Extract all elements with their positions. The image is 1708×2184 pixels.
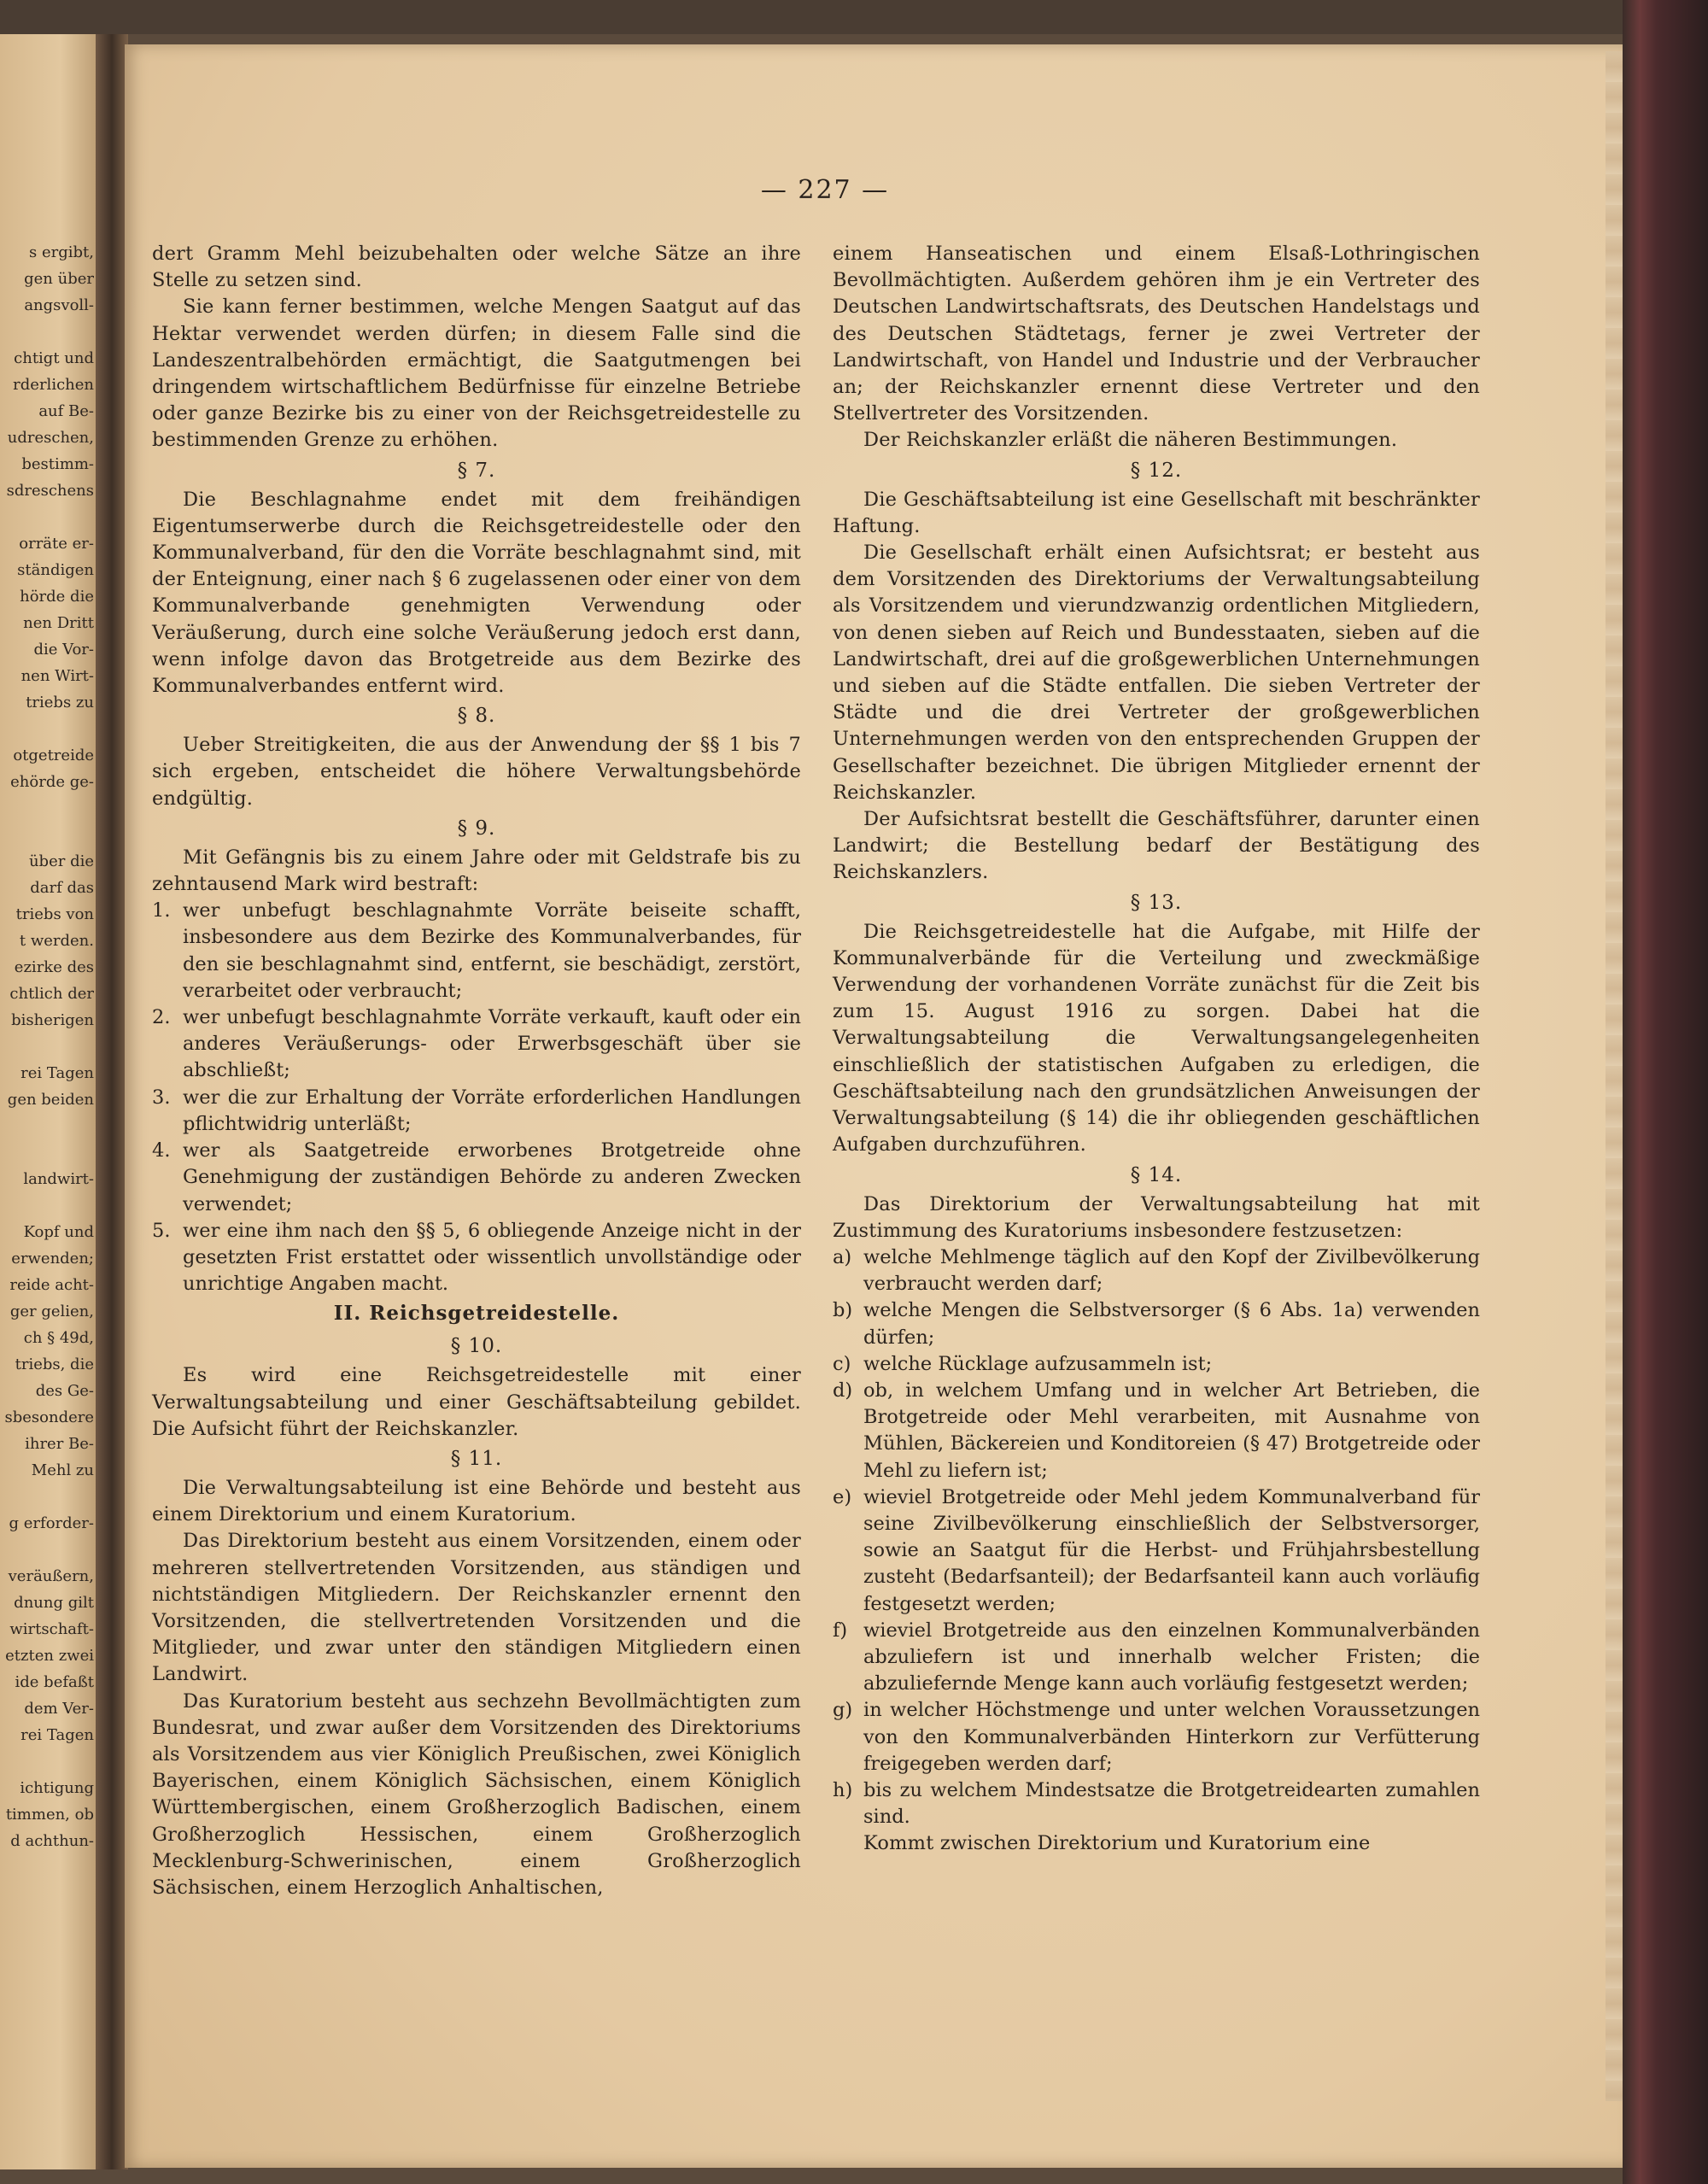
left-page-fragment: gen beiden [7, 1091, 94, 1109]
left-page-fragment: ständigen [17, 561, 94, 579]
list-item-text: wieviel Brotgetreide aus den einzelnen Kommunalverbänden abzuliefern ist und innerhalb welcher Fristen; die abzuliefernde Menge kann auch vorläufig festgesetzt werden; [863, 1619, 1480, 1695]
list-item-text: wieviel Brotgetreide oder Mehl jedem Kommunalverband für seine Zivilbevölkerung einschließlich der Selbstversorger, sowie an Saatgut für die Herbst- und Frühjahrsbestellung zusteht (Bedarfsanteil); der Bedarfsanteil kann auch vorläufig festgesetzt werden; [863, 1485, 1480, 1615]
paragraph: Die Gesellschaft erhält einen Aufsichtsrat; er besteht aus dem Vorsitzenden des Direktoriums der Verwaltungsabteilung als Vorsitzendem und vierundzwanzig ordentlichen Mitgliedern, von denen sieben auf Reich und Bundesstaaten, sieben auf die Landwirtschaft, drei auf die großgewerblichen Unternehmungen und sieben auf die Städte entfallen. Die sieben Vertreter der Städte und die drei Vertreter der großgewerblichen Unternehmungen werden von den entsprechenden Gruppen der Gesellschafter bezeichnet. Die übrigen Mitglieder ernennt der Reichskanzler. [833, 542, 1480, 804]
list-marker: b) [833, 1299, 853, 1322]
left-page-fragment: Mehl zu [31, 1461, 94, 1479]
list-item [833, 1484, 1480, 1618]
paragraph: dert Gramm Mehl beizubehalten oder welche Sätze an ihre Stelle zu setzen sind. [152, 243, 801, 292]
left-page-fragment: auf Be- [38, 402, 94, 420]
left-page-fragment [3, 1484, 94, 1510]
left-page-fragment: Kopf und [23, 1223, 94, 1241]
list-item [152, 1218, 801, 1298]
list-marker: 2. [152, 1006, 171, 1029]
left-page-fragment: dem Ver- [24, 1700, 94, 1718]
left-page-fragment: ehörde ge- [10, 773, 94, 791]
section-heading: § 9. [457, 817, 496, 840]
list-marker: c) [833, 1352, 851, 1375]
left-page-fragment [3, 716, 94, 742]
paragraph: Kommt zwischen Direktorium und Kuratorium eine [863, 1832, 1371, 1855]
paragraph: Der Aufsichtsrat bestellt die Geschäftsführer, darunter einen Landwirt; die Bestellung bedarf der Bestätigung des Reichskanzlers. [833, 808, 1480, 884]
list-item-text: wer unbefugt beschlagnahmte Vorräte verkauft, kauft oder ein anderes Veräußerungs- oder Erwerbsgeschäft über sie abschließt; [183, 1006, 801, 1082]
paragraph: einem Hanseatischen und einem Elsaß-Lothringischen Bevollmächtigten. Außerdem gehören ihm je ein Vertreter des Deutschen Landwirtschaftsrats, des Deutschen Handelstags und des Deutschen Städtetags, ferner je zwei Vertreter der Landwirtschaft, von Handel und Industrie und der Verbraucher an; der Reichskanzler ernennt diese Vertreter und den Stellvertreter des Vorsitzenden. [833, 243, 1480, 425]
list-item [833, 1297, 1480, 1350]
list-item [833, 1244, 1480, 1297]
list-marker: d) [833, 1379, 853, 1402]
paragraph: Sie kann ferner bestimmen, welche Mengen Saatgut auf das Hektar verwendet werden dürfen; in diesem Falle sind die Landeszentralbehörden ermächtigt, die Saatgutmengen bei dringendem wirtschaftlichem Bedürfnisse für einzelne Betriebe oder ganze Bezirke bis zu einer von der Reichsgetreidestelle zu bestimmenden Grenze zu erhöhen. [152, 296, 801, 452]
left-page-fragment: triebs zu [26, 694, 94, 711]
left-page-fragment: chtigt und [14, 349, 94, 367]
left-page-fragment: bisherigen [11, 1011, 94, 1029]
list-item-text: welche Rücklage aufzusammeln ist; [863, 1352, 1213, 1375]
left-page-fragment: triebs, die [15, 1355, 94, 1373]
left-page-fragment: chtlich der [9, 985, 94, 1003]
section-heading: § 13. [1130, 891, 1183, 914]
list-marker: g) [833, 1699, 853, 1722]
list-item-text: welche Mengen die Selbstversorger (§ 6 Abs. 1a) verwenden dürfen; [863, 1299, 1480, 1349]
list-marker: 5. [152, 1219, 171, 1242]
list-item [833, 1697, 1480, 1777]
paragraph: Die Verwaltungsabteilung ist eine Behörde und besteht aus einem Direktorium und einem Kuratorium. [152, 1476, 801, 1526]
paragraph: Mit Gefängnis bis zu einem Jahre oder mit Geldstrafe bis zu zehntausend Mark wird bestraft: [152, 846, 801, 896]
section-heading: § 11. [450, 1447, 503, 1470]
book-gutter [96, 34, 128, 2169]
list-item [833, 1378, 1480, 1484]
left-page-fragment: triebs von [15, 905, 94, 923]
left-page-text-fragments [3, 239, 94, 1854]
left-page-fragment: ichtigung [20, 1779, 94, 1797]
left-page-fragment: ch § 49d, [23, 1329, 94, 1347]
list-marker: 3. [152, 1086, 171, 1109]
page-number: — 227 — [760, 175, 890, 205]
left-page-fragment: sdreschens [6, 482, 94, 500]
paragraph: Der Reichskanzler erläßt die näheren Bestimmungen. [863, 429, 1398, 452]
left-page-edge [0, 34, 101, 2169]
left-page-fragment [3, 822, 94, 848]
section-heading: § 8. [457, 705, 496, 728]
right-text-column [833, 241, 1480, 1858]
section-heading: § 14. [1130, 1163, 1183, 1186]
left-page-fragment [3, 1748, 94, 1775]
list-marker: f) [833, 1619, 848, 1642]
left-page-fragment [3, 319, 94, 345]
table-edge [0, 0, 1708, 34]
left-page-fragment: des Ge- [35, 1382, 94, 1400]
left-page-fragment: g erforder- [9, 1514, 94, 1532]
list-item [833, 1777, 1480, 1830]
list-marker: 4. [152, 1139, 171, 1162]
list-item [833, 1351, 1480, 1378]
left-page-fragment: timmen, ob [5, 1806, 94, 1824]
left-page-fragment [3, 1113, 94, 1139]
section-heading: § 10. [450, 1335, 503, 1358]
section-heading: § 12. [1130, 459, 1183, 482]
left-page-fragment: die Vor- [33, 641, 94, 659]
left-page-fragment: veräußern, [8, 1567, 94, 1585]
left-page-fragment [3, 1139, 94, 1166]
paragraph: Das Direktorium der Verwaltungsabteilung hat mit Zustimmung des Kuratoriums insbesondere festzusetzen: [833, 1192, 1480, 1242]
book-cover-edge [1623, 0, 1708, 2184]
left-page-fragment: ihrer Be- [25, 1435, 94, 1453]
list-item-text: wer als Saatgetreide erworbenes Brotgetreide ohne Genehmigung der zuständigen Behörde zu anderen Zwecken verwendet; [183, 1139, 801, 1215]
paragraph: Die Reichsgetreidestelle hat die Aufgabe, mit Hilfe der Kommunalverbände für die Verteilung und zweckmäßige Verwendung der vorhandenen Vorräte zunächst für die Zeit bis zum 15. August 1916 zu sorgen. Dabei hat die Verwaltungsabteilung die Verwaltungsangelegenheiten einschließlich der statistischen Aufgaben zu erledigen, die Geschäftsabteilung nach den grundsätzlichen Anweisungen der Verwaltungsabteilung (§ 14) die ihr obliegenden geschäftlichen Aufgaben durchzuführen. [833, 920, 1480, 1156]
left-page-fragment: ide befaßt [15, 1673, 94, 1691]
left-page-fragment: ezirke des [14, 958, 94, 976]
list-item-text: wer die zur Erhaltung der Vorräte erforderlichen Handlungen pflichtwidrig unterläßt; [183, 1086, 801, 1135]
list-item-text: ob, in welchem Umfang und in welcher Art Betrieben, die Brotgetreide oder Mehl verarbeiten, mit Ausnahme von Mühlen, Bäckereien und Konditoreien (§ 47) Brotgetreide oder Mehl zu liefern ist; [863, 1379, 1480, 1482]
list-marker: 1. [152, 899, 171, 922]
left-page-fragment: etzten zwei [5, 1647, 94, 1665]
left-page-fragment: nen Dritt [23, 614, 94, 632]
left-page-fragment: otgetreide [13, 747, 94, 764]
left-page-fragment: t werden. [19, 932, 94, 950]
left-page-fragment: nen Wirt- [20, 667, 94, 685]
list-item-text: in welcher Höchstmenge und unter welchen Voraussetzungen von den Kommunalverbänden Hinterkorn zur Verfütterung freigegeben werden darf; [863, 1699, 1480, 1775]
left-text-column [152, 241, 801, 1901]
section-heading: § 7. [457, 459, 496, 482]
left-page-fragment: hörde die [20, 588, 94, 606]
left-page-fragment [3, 504, 94, 530]
left-page-fragment: rei Tagen [20, 1726, 94, 1744]
left-page-fragment: d achthun- [10, 1832, 94, 1850]
left-page-fragment: reide acht- [9, 1276, 94, 1294]
list-item [152, 898, 801, 1004]
list-item-text: welche Mehlmenge täglich auf den Kopf der Zivilbevölkerung verbraucht werden darf; [863, 1245, 1480, 1296]
paragraph: Es wird eine Reichsgetreidestelle mit einer Verwaltungsabteilung und einer Geschäftsabteilung gebildet. Die Aufsicht führt der Reichskanzler. [152, 1364, 801, 1440]
list-marker: e) [833, 1485, 852, 1508]
left-page-fragment [3, 1033, 94, 1060]
left-page-fragment [3, 1192, 94, 1219]
left-page-fragment: s ergibt, [29, 243, 94, 261]
paragraph: Die Beschlagnahme endet mit dem freihändigen Eigentumserwerbe durch die Reichsgetreidestelle oder den Kommunalverband, für den die Vorräte beschlagnahmt sind, mit der Enteignung, einer nach § 6 zugelassenen oder einer von dem Kommunalverbande genehmigten Verwendung oder Veräußerung, durch eine solche Veräußerung jedoch erst dann, wenn infolge davon das Brotgetreide aus dem Bezirke des Kommunalverbandes entfernt wird. [152, 488, 801, 698]
paragraph: Die Geschäftsabteilung ist eine Gesellschaft mit beschränkter Haftung. [833, 488, 1480, 537]
left-page-fragment: erwenden; [11, 1250, 94, 1268]
list-marker: h) [833, 1778, 853, 1801]
left-page-fragment: bestimm- [21, 455, 94, 473]
list-marker: a) [833, 1245, 852, 1268]
left-page-fragment [3, 1537, 94, 1563]
left-page-fragment [3, 795, 94, 822]
list-item [152, 1085, 801, 1138]
section-heading: II. Reichsgetreidestelle. [333, 1302, 620, 1326]
paragraph: Das Direktorium besteht aus einem Vorsitzenden, einem oder mehreren stellvertretenden Vorsitzenden, aus ständigen und nichtständigen Mitgliedern. Der Reichskanzler ernennt den Vorsitzenden, die stellvertretenden Vorsitzenden und die Mitglieder, und zwar unter den ständigen Mitgliedern einen Landwirt. [152, 1530, 801, 1686]
list-item-text: wer eine ihm nach den §§ 5, 6 obliegende Anzeige nicht in der gesetzten Frist erstattet oder wissentlich unvollständige oder unrichtige Angaben macht. [183, 1219, 801, 1296]
list-item [152, 1138, 801, 1218]
list-item-text: bis zu welchem Mindestsatze die Brotgetreidearten zumahlen sind. [863, 1778, 1480, 1829]
left-page-fragment: sbesondere [4, 1408, 94, 1426]
left-page-fragment: rei Tagen [20, 1064, 94, 1082]
list-item-text: wer unbefugt beschlagnahmte Vorräte beiseite schafft, insbesondere aus dem Bezirke des Kommunalverbandes, für den sie beschlagnahmt sind, entfernt, sie beschädigt, zerstört, verarbeitet oder verbraucht; [183, 899, 801, 1002]
left-page-fragment: landwirt- [23, 1170, 94, 1188]
left-page-fragment: wirtschaft- [9, 1620, 94, 1638]
paragraph: Ueber Streitigkeiten, die aus der Anwendung der §§ 1 bis 7 sich ergeben, entscheidet die höhere Verwaltungsbehörde endgültig. [152, 734, 801, 810]
left-page-fragment: rderlichen [13, 376, 94, 394]
left-page-fragment: darf das [30, 879, 94, 897]
left-page-fragment: udreschen, [7, 429, 94, 447]
left-page-fragment: orräte er- [19, 535, 94, 553]
paragraph: Das Kuratorium besteht aus sechzehn Bevollmächtigten zum Bundesrat, und zwar außer dem Vorsitzenden des Direktoriums als Vorsitzendem aus vier Königlich Preußischen, zwei Königlich Bayerischen, einem Königlich Sächsischen, einem Königlich Württembergischen, einem Großherzoglich Badischen, einem Großherzoglich Hessischen, einem Großherzoglich Mecklenburg-Schwerinischen, einem Großherzoglich Sächsischen, einem Herzoglich Anhaltischen, [152, 1689, 801, 1899]
left-page-fragment: gen über [24, 270, 94, 288]
left-page-fragment: ger gelien, [9, 1303, 94, 1320]
list-item [152, 1004, 801, 1085]
list-item [833, 1618, 1480, 1698]
left-page-fragment: über die [28, 852, 94, 870]
left-page-fragment: dnung gilt [14, 1594, 94, 1612]
left-page-fragment: angsvoll- [24, 296, 94, 314]
